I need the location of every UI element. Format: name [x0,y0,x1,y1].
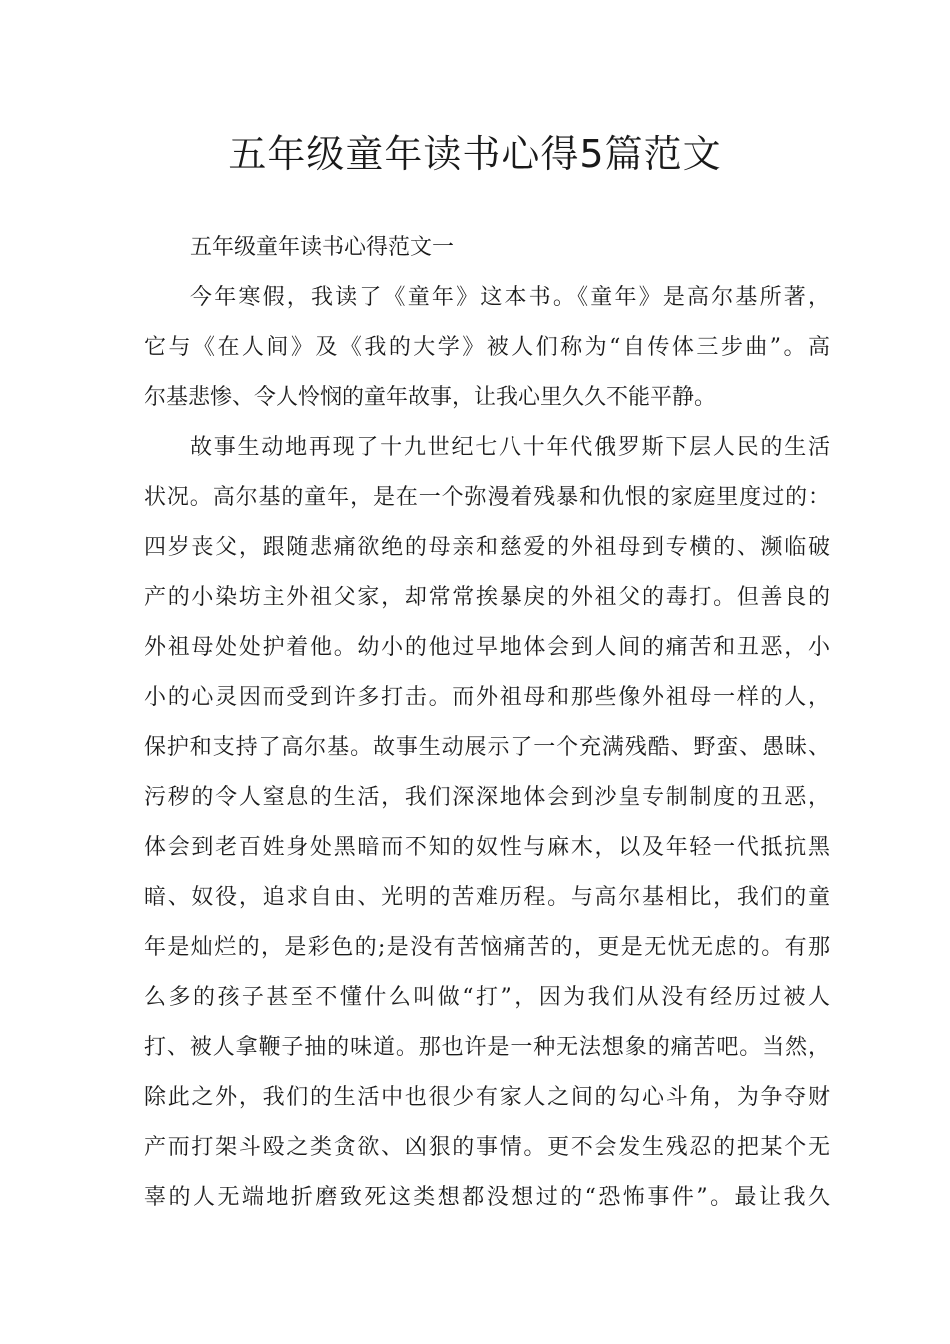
text-line: 么多的孩子甚至不懂什么叫做“打”，因为我们从没有经历过被人 [144,985,830,1010]
text-line: 体会到老百姓身处黑暗而不知的奴性与麻木，以及年轻一代抵抗黑 [144,835,830,860]
text-line: 打、被人拿鞭子抽的味道。那也许是一种无法想象的痛苦吧。当然， [144,1035,830,1060]
text-line: 污秽的令人窒息的生活，我们深深地体会到沙皇专制制度的丑恶， [144,785,830,810]
text-line: 小的心灵因而受到许多打击。而外祖母和那些像外祖母一样的人， [144,685,830,710]
text-line: 保护和支持了高尔基。故事生动展示了一个充满残酷、野蛮、愚昧、 [144,735,830,760]
document-title: 五年级童年读书心得5篇范文 [228,132,722,176]
section-heading: 五年级童年读书心得范文一 [190,235,455,260]
text-line: 产的小染坊主外祖父家，却常常挨暴戾的外祖父的毒打。但善良的 [144,585,830,610]
text-line: 外祖母处处护着他。幼小的他过早地体会到人间的痛苦和丑恶，小 [144,635,830,660]
text-line: 尔基悲惨、令人怜悯的童年故事，让我心里久久不能平静。 [144,385,717,410]
text-line: 它与《在人间》及《我的大学》被人们称为“自传体三步曲”。高 [144,335,830,360]
text-line: 今年寒假，我读了《童年》这本书。《童年》是高尔基所著， [190,285,830,310]
text-line: 辜的人无端地折磨致死这类想都没想过的“恐怖事件”。最让我久 [144,1185,830,1210]
text-line: 年是灿烂的，是彩色的;是没有苦恼痛苦的，更是无忧无虑的。有那 [144,935,830,960]
text-line: 暗、奴役，追求自由、光明的苦难历程。与高尔基相比，我们的童 [144,885,830,910]
text-line: 故事生动地再现了十九世纪七八十年代俄罗斯下层人民的生活 [190,435,830,460]
text-line: 四岁丧父，跟随悲痛欲绝的母亲和慈爱的外祖母到专横的、濒临破 [144,535,830,560]
text-line: 状况。高尔基的童年，是在一个弥漫着残暴和仇恨的家庭里度过的： [144,485,830,510]
text-line: 产而打架斗殴之类贪欲、凶狠的事情。更不会发生残忍的把某个无 [144,1135,830,1160]
text-line: 除此之外，我们的生活中也很少有家人之间的勾心斗角，为争夺财 [144,1085,830,1110]
